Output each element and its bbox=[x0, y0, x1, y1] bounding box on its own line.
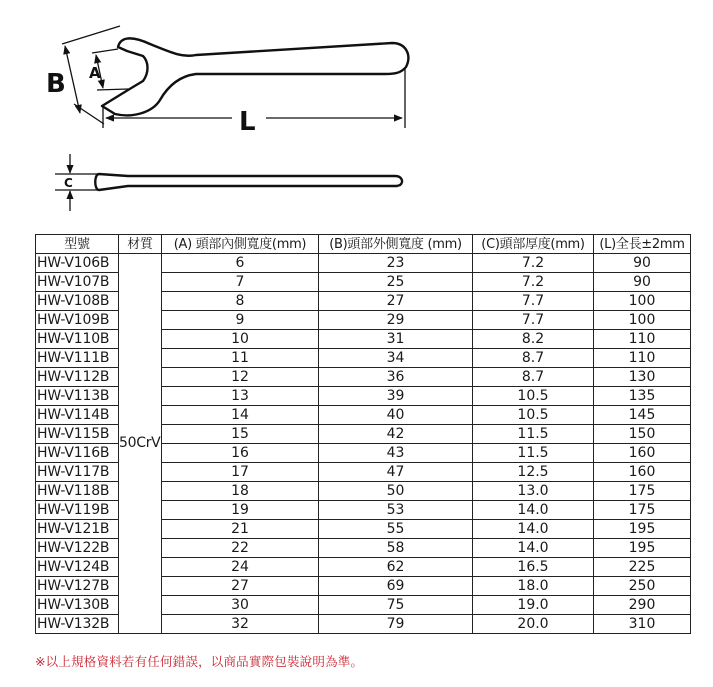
outer-width-cell: 53 bbox=[319, 501, 473, 520]
header-length: (L)全長±2mm bbox=[594, 235, 691, 254]
thickness-cell: 10.5 bbox=[473, 406, 594, 425]
header-thickness: (C)頭部厚度(mm) bbox=[473, 235, 594, 254]
model-cell: HW-V132B bbox=[36, 615, 119, 634]
model-cell: HW-V114B bbox=[36, 406, 119, 425]
inner-width-cell: 19 bbox=[162, 501, 319, 520]
model-cell: HW-V107B bbox=[36, 273, 119, 292]
header-model: 型號 bbox=[36, 235, 119, 254]
inner-width-cell: 22 bbox=[162, 539, 319, 558]
thickness-cell: 8.7 bbox=[473, 368, 594, 387]
thickness-cell: 14.0 bbox=[473, 520, 594, 539]
thickness-cell: 12.5 bbox=[473, 463, 594, 482]
length-cell: 225 bbox=[594, 558, 691, 577]
model-cell: HW-V113B bbox=[36, 387, 119, 406]
model-cell: HW-V108B bbox=[36, 292, 119, 311]
model-cell: HW-V112B bbox=[36, 368, 119, 387]
length-cell: 195 bbox=[594, 539, 691, 558]
length-cell: 310 bbox=[594, 615, 691, 634]
wrench-dimension-diagram bbox=[0, 0, 713, 232]
length-cell: 150 bbox=[594, 425, 691, 444]
thickness-cell: 7.7 bbox=[473, 311, 594, 330]
outer-width-cell: 36 bbox=[319, 368, 473, 387]
inner-width-cell: 16 bbox=[162, 444, 319, 463]
thickness-cell: 19.0 bbox=[473, 596, 594, 615]
inner-width-cell: 8 bbox=[162, 292, 319, 311]
inner-width-cell: 11 bbox=[162, 349, 319, 368]
inner-width-cell: 7 bbox=[162, 273, 319, 292]
model-cell: HW-V111B bbox=[36, 349, 119, 368]
inner-width-cell: 9 bbox=[162, 311, 319, 330]
inner-width-cell: 6 bbox=[162, 254, 319, 273]
model-cell: HW-V117B bbox=[36, 463, 119, 482]
table-header-row bbox=[36, 235, 691, 254]
outer-width-cell: 31 bbox=[319, 330, 473, 349]
model-cell: HW-V119B bbox=[36, 501, 119, 520]
outer-width-cell: 55 bbox=[319, 520, 473, 539]
thickness-cell: 10.5 bbox=[473, 387, 594, 406]
wrench-top-view bbox=[102, 38, 408, 115]
outer-width-cell: 47 bbox=[319, 463, 473, 482]
outer-width-cell: 58 bbox=[319, 539, 473, 558]
outer-width-cell: 29 bbox=[319, 311, 473, 330]
outer-width-cell: 23 bbox=[319, 254, 473, 273]
material-cell: 50CrV bbox=[119, 254, 162, 634]
length-cell: 135 bbox=[594, 387, 691, 406]
outer-width-cell: 42 bbox=[319, 425, 473, 444]
model-cell: HW-V109B bbox=[36, 311, 119, 330]
header-inner-width: (A) 頭部內側寬度(mm) bbox=[162, 235, 319, 254]
wrench-side-view bbox=[95, 174, 402, 190]
model-cell: HW-V118B bbox=[36, 482, 119, 501]
length-cell: 250 bbox=[594, 577, 691, 596]
thickness-cell: 8.7 bbox=[473, 349, 594, 368]
b-dimension-label: B bbox=[46, 69, 66, 99]
inner-width-cell: 24 bbox=[162, 558, 319, 577]
inner-width-cell: 32 bbox=[162, 615, 319, 634]
thickness-cell: 7.2 bbox=[473, 273, 594, 292]
thickness-cell: 20.0 bbox=[473, 615, 594, 634]
length-cell: 160 bbox=[594, 444, 691, 463]
model-cell: HW-V124B bbox=[36, 558, 119, 577]
thickness-cell: 18.0 bbox=[473, 577, 594, 596]
length-cell: 110 bbox=[594, 349, 691, 368]
outer-width-cell: 27 bbox=[319, 292, 473, 311]
model-cell: HW-V121B bbox=[36, 520, 119, 539]
model-cell: HW-V122B bbox=[36, 539, 119, 558]
inner-width-cell: 10 bbox=[162, 330, 319, 349]
length-cell: 100 bbox=[594, 311, 691, 330]
model-cell: HW-V130B bbox=[36, 596, 119, 615]
thickness-cell: 8.2 bbox=[473, 330, 594, 349]
inner-width-cell: 30 bbox=[162, 596, 319, 615]
inner-width-cell: 12 bbox=[162, 368, 319, 387]
header-material: 材質 bbox=[119, 235, 162, 254]
outer-width-cell: 25 bbox=[319, 273, 473, 292]
outer-width-cell: 43 bbox=[319, 444, 473, 463]
inner-width-cell: 15 bbox=[162, 425, 319, 444]
length-cell: 90 bbox=[594, 254, 691, 273]
footnote: ※以上規格資料若有任何錯誤，以商品實際包裝說明為準。 bbox=[35, 654, 364, 669]
inner-width-cell: 13 bbox=[162, 387, 319, 406]
inner-width-cell: 14 bbox=[162, 406, 319, 425]
outer-width-cell: 62 bbox=[319, 558, 473, 577]
a-dimension-label: A bbox=[89, 64, 101, 82]
inner-width-cell: 27 bbox=[162, 577, 319, 596]
thickness-cell: 14.0 bbox=[473, 501, 594, 520]
spec-table bbox=[35, 234, 691, 634]
length-cell: 175 bbox=[594, 501, 691, 520]
model-cell: HW-V106B bbox=[36, 254, 119, 273]
table-row bbox=[36, 254, 691, 273]
outer-width-cell: 34 bbox=[319, 349, 473, 368]
length-cell: 160 bbox=[594, 463, 691, 482]
outer-width-cell: 50 bbox=[319, 482, 473, 501]
header-outer-width: (B)頭部外側寬度 (mm) bbox=[319, 235, 473, 254]
table-body bbox=[36, 254, 691, 634]
outer-width-cell: 40 bbox=[319, 406, 473, 425]
c-dimension-label: C bbox=[64, 176, 73, 190]
model-cell: HW-V110B bbox=[36, 330, 119, 349]
length-cell: 100 bbox=[594, 292, 691, 311]
thickness-cell: 11.5 bbox=[473, 444, 594, 463]
outer-width-cell: 75 bbox=[319, 596, 473, 615]
length-cell: 195 bbox=[594, 520, 691, 539]
inner-width-cell: 21 bbox=[162, 520, 319, 539]
length-cell: 130 bbox=[594, 368, 691, 387]
inner-width-cell: 18 bbox=[162, 482, 319, 501]
thickness-cell: 14.0 bbox=[473, 539, 594, 558]
length-cell: 175 bbox=[594, 482, 691, 501]
inner-width-cell: 17 bbox=[162, 463, 319, 482]
model-cell: HW-V115B bbox=[36, 425, 119, 444]
length-cell: 110 bbox=[594, 330, 691, 349]
length-cell: 145 bbox=[594, 406, 691, 425]
l-dimension-label: L bbox=[239, 107, 256, 137]
thickness-cell: 7.2 bbox=[473, 254, 594, 273]
outer-width-cell: 39 bbox=[319, 387, 473, 406]
model-cell: HW-V116B bbox=[36, 444, 119, 463]
outer-width-cell: 69 bbox=[319, 577, 473, 596]
thickness-cell: 11.5 bbox=[473, 425, 594, 444]
thickness-cell: 13.0 bbox=[473, 482, 594, 501]
thickness-cell: 16.5 bbox=[473, 558, 594, 577]
model-cell: HW-V127B bbox=[36, 577, 119, 596]
length-cell: 90 bbox=[594, 273, 691, 292]
outer-width-cell: 79 bbox=[319, 615, 473, 634]
thickness-cell: 7.7 bbox=[473, 292, 594, 311]
length-cell: 290 bbox=[594, 596, 691, 615]
